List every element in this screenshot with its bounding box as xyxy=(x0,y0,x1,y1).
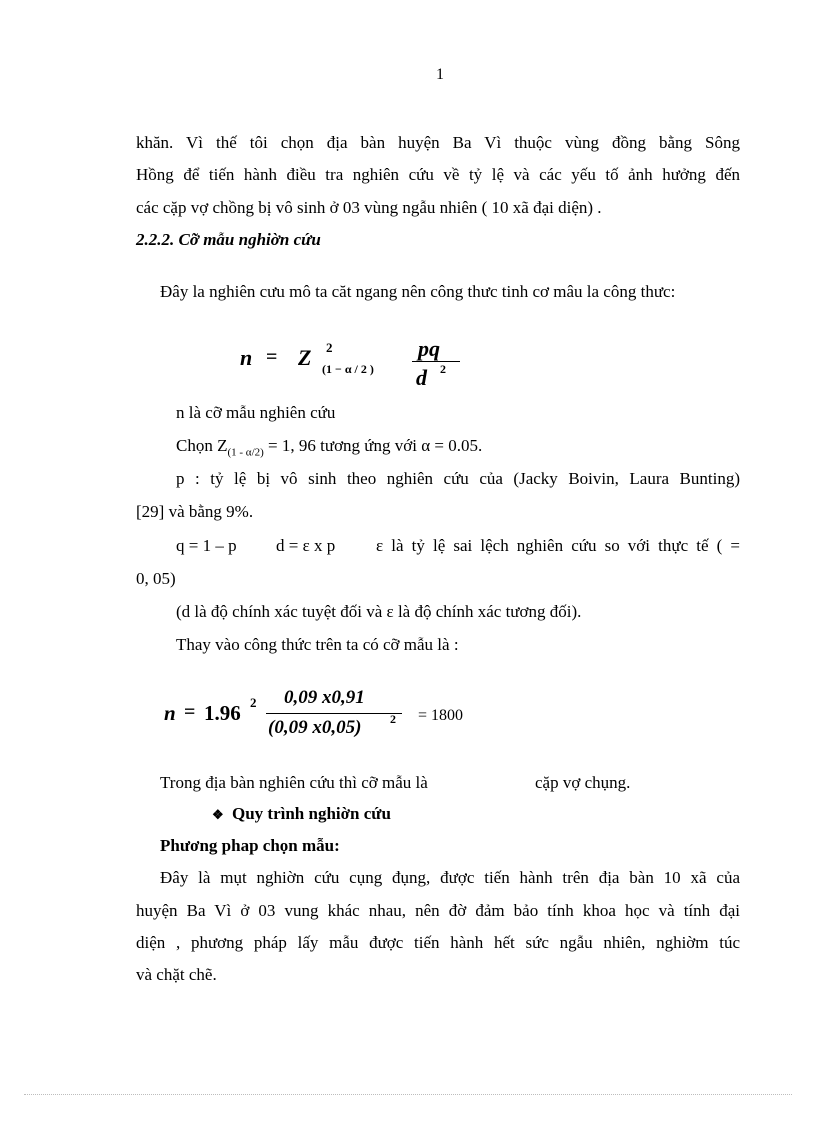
formula2-den-sup: 2 xyxy=(390,712,396,726)
formula1-den: d xyxy=(416,365,427,390)
para-last-line2: huyện Ba Vì ở 03 vung khác nhau, nên đờ đảm bảo tính khoa học và tính đại xyxy=(136,901,740,920)
para-last-line1: Đây là mụt nghiờn cứu cụng đụng, được tiến hành trên địa bàn 10 xã của xyxy=(160,868,740,887)
sample-line-left: Trong địa bàn nghiên cứu thì cỡ mẫu là xyxy=(160,773,428,792)
formula1-num: pq xyxy=(418,336,440,361)
formula2-base: 1.96 xyxy=(204,701,241,725)
bullet-heading xyxy=(212,804,391,824)
formula1-den-sup: 2 xyxy=(440,362,446,376)
z-line-prefix: Chọn Z xyxy=(176,436,228,455)
section-heading: 2.2.2. Cỡ mẫu nghiờn cứu xyxy=(136,230,321,249)
intro-line: Đây la nghiên cưu mô ta căt ngang nên công thưc tinh cơ mâu la công thưc: xyxy=(160,282,676,301)
z-line xyxy=(176,436,482,458)
epsilon-value: 0, 05) xyxy=(136,569,176,588)
z-line-suffix: = 1, 96 tương ứng với α = 0.05. xyxy=(263,436,483,455)
page-number: 1 xyxy=(436,66,444,83)
diamond-bullet-icon: ❖ xyxy=(212,807,224,822)
formula2-result: = 1800 xyxy=(418,707,464,724)
para1-line1: khăn. Vì thế tôi chọn địa bàn huyện Ba Vì thuộc vùng đồng bằng Sông xyxy=(136,133,740,152)
formula1-z: Z xyxy=(298,345,312,370)
d-definition: d = ε x p xyxy=(276,536,336,555)
formula2-fraction-bar xyxy=(266,713,402,714)
sample-line-right: cặp vợ chụng. xyxy=(535,773,631,792)
z-line-sub: (1 - α/2) xyxy=(227,446,264,459)
page-bottom-divider xyxy=(24,1094,792,1095)
formula2-eq: = xyxy=(184,701,196,723)
formula2-lhs: n xyxy=(164,701,176,725)
q-definition: q = 1 – p xyxy=(176,536,237,555)
para1-line3: các cặp vợ chồng bị vô sinh ở 03 vùng ngẫu nhiên ( 10 xã đại diện) . xyxy=(136,198,602,217)
para1-line2: Hồng để tiến hành điều tra nghiên cứu về tỷ lệ và các yếu tố ảnh hưởng đến xyxy=(136,165,740,184)
formula2-num: 0,09 x0,91 xyxy=(284,687,365,708)
formula1-lhs: n xyxy=(240,345,253,370)
formula1-eq: = xyxy=(266,346,278,368)
para-last-line4: và chặt chẽ. xyxy=(136,965,217,984)
formula2-den: (0,09 x0,05) xyxy=(268,717,362,738)
substitute-line: Thay vào công thức trên ta có cỡ mẫu là : xyxy=(176,635,459,654)
formula2-sup: 2 xyxy=(250,695,257,710)
formula1-fraction-bar xyxy=(412,361,460,362)
n-definition: n là cỡ mẫu nghiên cứu xyxy=(176,403,336,422)
d-note: (d là độ chính xác tuyệt đối và ε là độ chính xác tương đối). xyxy=(176,602,582,621)
bullet-heading-text: Quy trình nghiờn cứu xyxy=(232,804,391,823)
p-line2: [29] và bằng 9%. xyxy=(136,502,254,521)
p-line1: p : tỷ lệ bị vô sinh theo nghiên cứu của (Jacky Boivin, Laura Bunting) xyxy=(176,469,740,488)
para-last-line3: diện , phương pháp lấy mẫu được tiến hành hết sức ngẫu nhiên, nghiờm túc xyxy=(136,933,740,952)
formula1-sub: (1 − α / 2 ) xyxy=(322,362,374,376)
formula1-sup: 2 xyxy=(326,340,333,355)
epsilon-definition: ε là tỷ lệ sai lệch nghiên cứu so với thực tế ( = xyxy=(376,536,740,555)
method-heading: Phương phap chọn mẫu: xyxy=(160,836,340,855)
